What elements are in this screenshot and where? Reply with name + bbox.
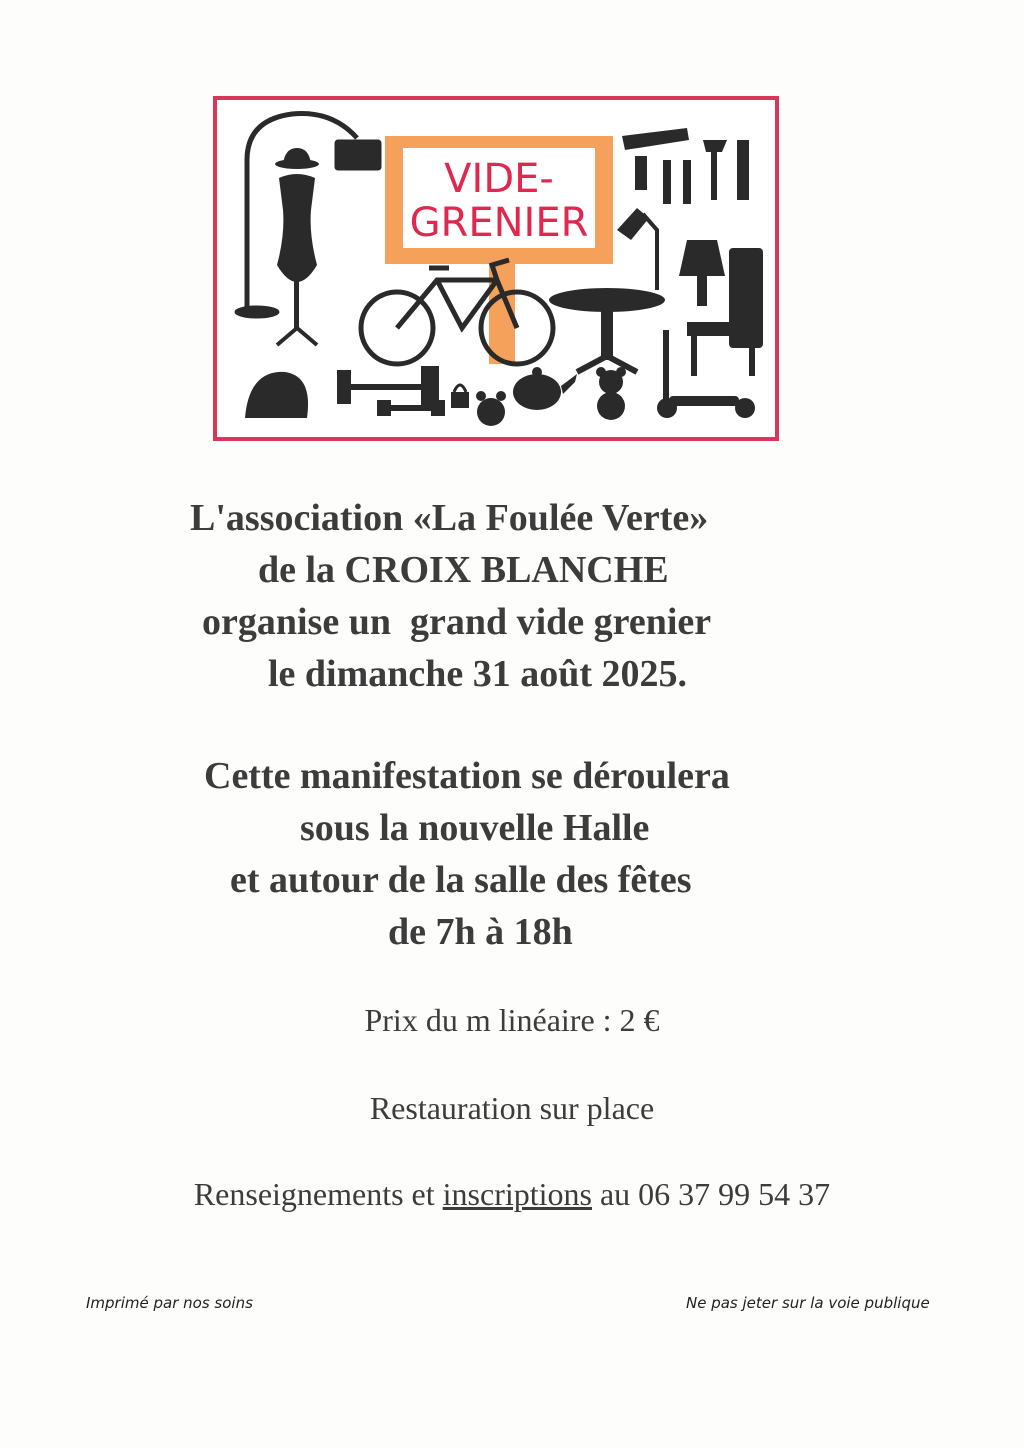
event-line-3: et autour de la salle des fêtes: [230, 859, 692, 901]
desk-lamp-icon: [617, 208, 657, 290]
intro-line-3: organise un grand vide grenier: [202, 601, 712, 643]
intro-text: [0, 492, 1024, 700]
tools-icon: [622, 128, 749, 204]
helmet-icon: [245, 372, 308, 418]
event-line-4: de 7h à 18h: [388, 911, 573, 953]
event-line-2: sous la nouvelle Halle: [300, 807, 650, 849]
bicycle-icon: [361, 260, 553, 364]
event-line-1: Cette manifestation se déroulera: [204, 755, 730, 797]
poster-illustration: [213, 96, 779, 441]
intro-line-4: le dimanche 31 août 2025.: [268, 653, 688, 695]
contact-prefix: Renseignements et: [193, 1176, 443, 1212]
table-lamp-icon: [679, 240, 725, 306]
flea-market-silhouettes: [217, 100, 775, 437]
inscriptions-link: inscriptions: [442, 1176, 592, 1212]
sign-line-1: VIDE-: [444, 156, 554, 202]
teapot-icon: [513, 367, 577, 410]
intro-line-2: de la CROIX BLANCHE: [258, 549, 669, 591]
event-text: [0, 750, 1024, 958]
footer-litter-note: Ne pas jeter sur la voie publique: [686, 1294, 930, 1312]
dumbbell-icon: [337, 366, 445, 416]
sign-line-2: GRENIER: [409, 200, 589, 246]
contact-info: [0, 1176, 1024, 1213]
food-info: Restauration sur place: [369, 1090, 655, 1126]
teddy-bear-icon: [596, 367, 626, 420]
footer-printed-note: Imprimé par nos soins: [86, 1294, 253, 1312]
padlock-icon: [451, 385, 469, 408]
mannequin-icon: [275, 148, 319, 345]
intro-line-1: L'association «La Foulée Verte»: [190, 497, 709, 539]
contact-phone: au 06 37 99 54 37: [591, 1176, 831, 1212]
table-icon: [549, 288, 665, 372]
price-info: Prix du m linéaire : 2 €: [364, 1002, 660, 1038]
alarm-clock-icon: [476, 391, 506, 426]
